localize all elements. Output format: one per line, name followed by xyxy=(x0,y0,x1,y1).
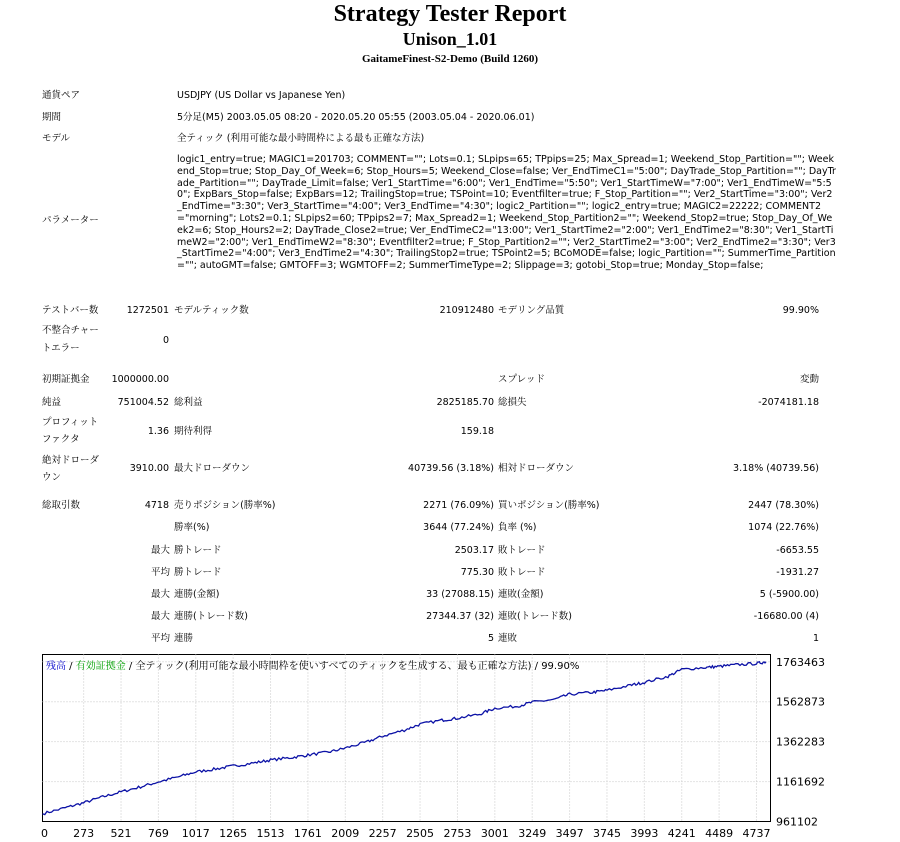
avg-loss-value: -1931.27 xyxy=(776,567,819,578)
mismatch-value: 0 xyxy=(162,335,169,346)
x-axis-ticks xyxy=(41,827,770,840)
symbol-label: 通貨ペア xyxy=(42,90,81,101)
long-positions-value: 2447 (78.30%) xyxy=(748,500,819,511)
avg-cons-wins-value: 5 xyxy=(487,633,494,644)
profit-factor-label-line2: ファクタ xyxy=(42,434,80,445)
avg-cons-wins-label: 連勝 xyxy=(174,633,194,644)
x-tick-label: 3993 xyxy=(630,827,659,840)
legend-sep-1: / xyxy=(66,661,76,672)
x-tick-label: 3497 xyxy=(555,827,584,840)
server-info: GaitameFinest-S2-Demo (Build 1260) xyxy=(362,53,538,65)
spread-label: スプレッド xyxy=(498,374,546,385)
x-tick-label: 4241 xyxy=(667,827,696,840)
y-tick-label: 1562873 xyxy=(776,695,825,709)
gross-profit-value: 2825185.70 xyxy=(436,397,494,408)
max-word-3: 最大 xyxy=(150,611,170,622)
win-rate-value: 3644 (77.24%) xyxy=(423,522,494,533)
mismatch-label-line1: 不整合チャー xyxy=(42,325,99,336)
chart-legend xyxy=(46,659,579,672)
max-win-value: 2503.17 xyxy=(454,545,494,556)
rel-drawdown-label: 相対ドローダウン xyxy=(498,463,575,474)
x-tick-label: 3249 xyxy=(518,827,547,840)
cons-losses-money-label: 連敗(金額) xyxy=(498,589,544,600)
x-tick-label: 2257 xyxy=(368,827,397,840)
abs-drawdown-value: 3910.00 xyxy=(129,463,169,474)
gross-loss-value: -2074181.18 xyxy=(758,397,819,408)
loss-rate-label: 負率 (%) xyxy=(498,522,537,533)
max-win-label: 勝トレード xyxy=(174,545,222,556)
deposit-value: 1000000.00 xyxy=(111,374,169,385)
quality-label: モデリング品質 xyxy=(498,305,565,316)
profit-factor-label-line1: プロフィット xyxy=(42,417,99,428)
max-word: 最大 xyxy=(150,545,170,556)
net-profit-label: 純益 xyxy=(42,397,62,408)
x-tick-label: 3745 xyxy=(592,827,621,840)
x-tick-label: 2009 xyxy=(331,827,360,840)
avg-cons-losses-value: 1 xyxy=(812,633,819,644)
win-rate-label: 勝率(%) xyxy=(174,522,210,533)
cons-wins-trades-value: 27344.37 (32) xyxy=(426,611,494,622)
profit-factor-value: 1.36 xyxy=(147,426,169,437)
net-profit-value: 751004.52 xyxy=(117,397,169,408)
gross-loss-label: 総損失 xyxy=(498,397,527,408)
cons-losses-trades-value: -16680.00 (4) xyxy=(753,611,819,622)
bars-value: 1272501 xyxy=(126,305,169,316)
x-tick-label: 4737 xyxy=(742,827,771,840)
short-positions-value: 2271 (76.09%) xyxy=(423,500,494,511)
abs-drawdown-label-line2: ウン xyxy=(42,472,62,483)
x-tick-label: 3001 xyxy=(480,827,509,840)
model-label: モデル xyxy=(42,133,71,144)
avg-win-value: 775.30 xyxy=(460,567,494,578)
max-word-2: 最大 xyxy=(150,589,170,600)
mismatch-label-line2: トエラー xyxy=(42,343,80,354)
cons-wins-money-value: 33 (27088.15) xyxy=(426,589,494,600)
expected-payoff-value: 159.18 xyxy=(460,426,494,437)
short-positions-label: 売りポジション(勝率%) xyxy=(174,500,276,511)
x-tick-label: 1017 xyxy=(181,827,210,840)
avg-word: 平均 xyxy=(150,567,170,578)
x-tick-label: 769 xyxy=(147,827,169,840)
legend-sep-2: / xyxy=(125,661,136,672)
report-title: Strategy Tester Report xyxy=(333,1,567,27)
legend-equity: 有効証拠金 xyxy=(75,661,126,672)
max-loss-value: -6653.55 xyxy=(776,545,819,556)
max-loss-label: 敗トレード xyxy=(498,545,546,556)
cons-wins-trades-label: 連勝(トレード数) xyxy=(174,611,248,622)
rel-drawdown-value: 3.18% (40739.56) xyxy=(733,463,819,474)
symbol-value: USDJPY (US Dollar vs Japanese Yen) xyxy=(177,90,346,101)
avg-cons-losses-label: 連敗 xyxy=(498,633,518,644)
x-tick-label: 273 xyxy=(73,827,95,840)
long-positions-label: 買いポジション(勝率%) xyxy=(498,500,600,511)
x-tick-label: 1513 xyxy=(256,827,285,840)
y-tick-label: 1763463 xyxy=(776,655,825,669)
max-drawdown-label: 最大ドローダウン xyxy=(174,463,251,474)
model-value: 全ティック (利用可能な最小時間枠による最も正確な方法) xyxy=(177,133,425,144)
bars-label: テストバー数 xyxy=(42,305,99,316)
x-tick-label: 521 xyxy=(110,827,132,840)
abs-drawdown-label-line1: 絶対ドローダ xyxy=(42,455,100,466)
ticks-label: モデルティック数 xyxy=(174,305,249,316)
y-tick-label: 1362283 xyxy=(776,735,825,749)
spread-value: 変動 xyxy=(799,374,819,385)
total-trades-value: 4718 xyxy=(144,500,169,511)
y-axis-ticks xyxy=(776,656,825,829)
total-trades-label: 総取引数 xyxy=(42,500,81,511)
y-tick-label: 961102 xyxy=(776,815,818,829)
params-value: logic1_entry=true; MAGIC1=201703; COMMENT=""; Lots=0.1; SLpips=65; TPpips=25; Max_Spread=1; Weekend_Stop_Partition=""; Weekend_Stop=true; Stop_Day_Of_Week=6; Stop_Hours=5; Weekend_Close=false; Ver_EndTimeC1="5:00"; DayTrade_Stop_Partition=""; DayTrade_Partition=""; DayTrade_Limit=false; Ver1_StartTime="6:00"; Ver1_EndTime="5:50"; Ver1_StartTimeW="7:00"; Ver1_EndTimeW="5:50"; ExpBars_Stop=false; ExpBars=12; TrailingStop=true; TSPoint=10; Eventfilter=true; F_Stop_Partition=""; Ver2_StartTime="3:00"; Ver2_EndTime="3:30"; Ver3_StartTime="4:00"; Ver3_EndTime="4:30"; logic2_Partition=""; logic2_entry=true; MAGIC2=22222; COMMENT2="morning"; Lots2=0.1; SLpips2=60; TPpips2=7; Max_Spread2=1; Weekend_Stop_Partition2=""; Weekend_Stop2=true; Stop_Day_Of_Week2=6; Stop_Hours2=2; DayTrade_Close2=true; Ver_EndTimeC2="13:00"; Ver1_StartTime2="2:00"; Ver1_EndTime2="8:30"; Ver1_StartTimeW2="2:00"; Ver1_EndTimeW2="8:30"; Eventfilter2=true; F_Stop_Partition2=""; Ver2_StartTime2="3:00"; Ver2_EndTime2="3:30"; Ver3_StartTime2="4:00"; Ver3_EndTime2="4:30"; TrailingStop2=true; TSPoint2=5; BCoMODE=false; logic_Partition=""; SummerTime_Partition=""; autoGMT=false; GMTOFF=3; WGMTOFF=2; SummerTimeType=2; Slippage=3; gotobi_Stop=true; Monday_Stop=false; xyxy=(177,154,836,272)
x-tick-label: 2505 xyxy=(406,827,435,840)
gross-profit-label: 総利益 xyxy=(174,397,203,408)
legend-balance: 残高 xyxy=(46,661,66,672)
x-tick-label: 1265 xyxy=(219,827,248,840)
cons-losses-money-value: 5 (-5900.00) xyxy=(759,589,819,600)
expected-payoff-label: 期待利得 xyxy=(174,426,213,437)
y-tick-label: 1161692 xyxy=(776,775,825,789)
loss-rate-value: 1074 (22.76%) xyxy=(748,522,819,533)
deposit-label: 初期証拠金 xyxy=(42,374,90,385)
params-label: パラメーター xyxy=(42,215,99,226)
x-tick-label: 2753 xyxy=(443,827,472,840)
x-tick-label: 0 xyxy=(41,827,48,840)
period-label: 期間 xyxy=(42,112,62,123)
x-tick-label: 4489 xyxy=(705,827,734,840)
balance-chart xyxy=(42,654,882,842)
avg-win-label: 勝トレード xyxy=(174,567,222,578)
quality-value: 99.90% xyxy=(782,305,819,316)
ea-name: Unison_1.01 xyxy=(402,29,498,49)
ticks-value: 210912480 xyxy=(439,305,494,316)
avg-loss-label: 敗トレード xyxy=(498,567,546,578)
legend-description: 全ティック(利用可能な最小時間枠を使いすべてのティックを生成する、最も正確な方法) / 99.90% xyxy=(135,661,580,672)
avg-word-2: 平均 xyxy=(150,633,170,644)
x-tick-label: 1761 xyxy=(293,827,322,840)
period-value: 5分足(M5) 2003.05.05 08:20 - 2020.05.20 05:55 (2003.05.04 - 2020.06.01) xyxy=(177,112,535,123)
max-drawdown-value: 40739.56 (3.18%) xyxy=(408,463,494,474)
cons-losses-trades-label: 連敗(トレード数) xyxy=(498,611,572,622)
cons-wins-money-label: 連勝(金額) xyxy=(174,589,220,600)
chart-svg xyxy=(42,654,882,842)
